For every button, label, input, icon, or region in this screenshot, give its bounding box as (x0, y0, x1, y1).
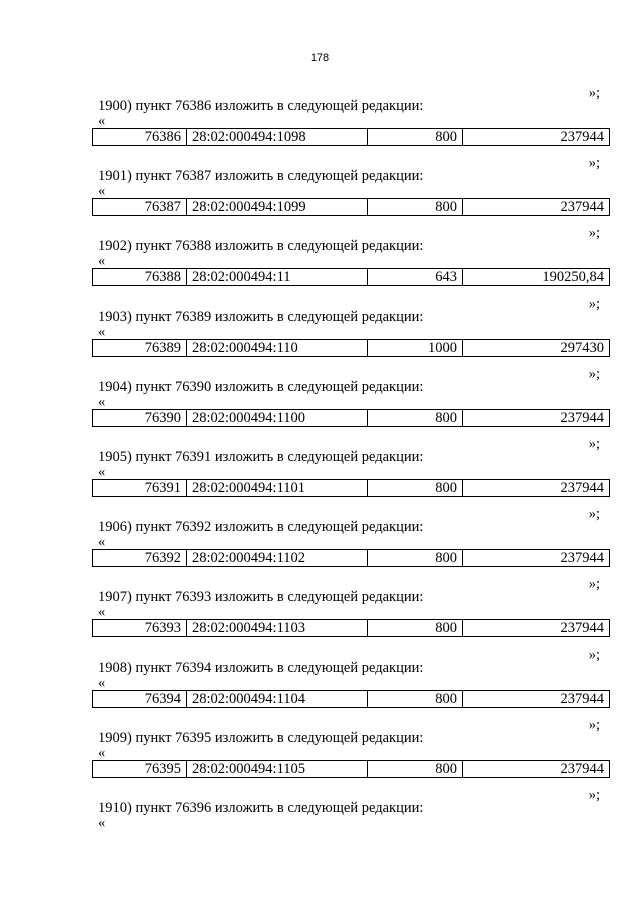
data-table (92, 479, 610, 497)
cadastral-number-cell: 28:02:000494:1104 (187, 690, 368, 707)
open-quote: « (98, 393, 106, 410)
amendment-item (92, 787, 610, 851)
open-quote: « (98, 113, 106, 129)
area-cell: 800 (368, 620, 463, 637)
table-row (93, 199, 610, 216)
amendment-item (92, 85, 610, 157)
open-quote: « (98, 464, 106, 480)
close-quote: »; (588, 85, 600, 101)
item-number-cell: 76390 (93, 409, 187, 426)
area-cell: 800 (368, 409, 463, 426)
cadastral-number-cell: 28:02:000494:1103 (187, 620, 368, 637)
area-cell: 1000 (368, 339, 463, 356)
amendment-item (92, 366, 610, 438)
cost-cell: 237944 (463, 129, 610, 146)
amendment-item (92, 506, 610, 578)
area-cell: 800 (368, 199, 463, 216)
page-number: 178 (310, 52, 330, 64)
table-row (93, 760, 610, 777)
cost-cell: 237944 (463, 409, 610, 426)
amendment-item (92, 576, 610, 648)
table-row (93, 269, 610, 286)
area-cell: 643 (368, 269, 463, 286)
table-row (93, 550, 610, 567)
amendment-item (92, 225, 610, 297)
data-table (92, 760, 610, 778)
amendment-heading: 1901) пункт 76387 изложить в следующей редакции: (98, 168, 424, 185)
table-row (93, 620, 610, 637)
table-row (93, 409, 610, 426)
close-quote: »; (588, 646, 600, 663)
cost-cell: 237944 (463, 199, 610, 216)
close-quote: »; (588, 225, 600, 242)
data-table (92, 690, 610, 708)
data-table (92, 268, 610, 286)
amendment-heading: 1908) пункт 76394 изложить в следующей редакции: (98, 659, 424, 676)
amendment-item (92, 436, 610, 508)
cost-cell: 190250,84 (463, 269, 610, 286)
cadastral-number-cell: 28:02:000494:11 (187, 269, 368, 286)
open-quote: « (98, 674, 106, 691)
amendment-heading: 1904) пункт 76390 изложить в следующей редакции: (98, 378, 424, 395)
open-quote: « (98, 183, 106, 200)
data-table (92, 409, 610, 427)
area-cell: 800 (368, 129, 463, 146)
table-row (93, 339, 610, 356)
data-table (92, 198, 610, 216)
cadastral-number-cell: 28:02:000494:1100 (187, 409, 368, 426)
close-quote: »; (588, 365, 600, 382)
open-quote: « (98, 604, 106, 621)
area-cell: 800 (368, 760, 463, 777)
cost-cell: 237944 (463, 620, 610, 637)
amendment-heading: 1909) пункт 76395 изложить в следующей редакции: (98, 729, 424, 746)
cost-cell: 297430 (463, 339, 610, 356)
amendment-heading: 1905) пункт 76391 изложить в следующей редакции: (98, 449, 424, 465)
area-cell: 800 (368, 480, 463, 497)
open-quote: « (98, 323, 106, 340)
item-number-cell: 76392 (93, 550, 187, 567)
table-row (93, 690, 610, 707)
item-number-cell: 76394 (93, 690, 187, 707)
amendment-heading: 1903) пункт 76389 изложить в следующей редакции: (98, 308, 424, 325)
cost-cell: 237944 (463, 690, 610, 707)
item-number-cell: 76388 (93, 269, 187, 286)
data-table (92, 619, 610, 637)
amendment-heading: 1906) пункт 76392 изложить в следующей редакции: (98, 519, 424, 536)
item-number-cell: 76393 (93, 620, 187, 637)
table-row (93, 480, 610, 497)
data-table (92, 128, 610, 146)
cadastral-number-cell: 28:02:000494:1101 (187, 480, 368, 497)
cadastral-number-cell: 28:02:000494:1102 (187, 550, 368, 567)
cost-cell: 237944 (463, 480, 610, 497)
amendment-heading: 1907) пункт 76393 изложить в следующей редакции: (98, 589, 424, 606)
cadastral-number-cell: 28:02:000494:1105 (187, 760, 368, 777)
area-cell: 800 (368, 550, 463, 567)
open-quote: « (98, 815, 106, 831)
amendment-heading: 1902) пункт 76388 изложить в следующей редакции: (98, 238, 424, 255)
cost-cell: 237944 (463, 550, 610, 567)
close-quote: »; (588, 576, 600, 593)
close-quote: »; (588, 787, 600, 803)
amendment-item (92, 155, 610, 227)
amendment-heading: 1910) пункт 76396 изложить в следующей редакции: (98, 800, 424, 816)
data-table (92, 549, 610, 567)
cadastral-number-cell: 28:02:000494:1099 (187, 199, 368, 216)
open-quote: « (98, 744, 106, 761)
item-number-cell: 76387 (93, 199, 187, 216)
amendment-item (92, 296, 610, 368)
table-row (93, 129, 610, 146)
item-number-cell: 76386 (93, 129, 187, 146)
amendment-heading: 1900) пункт 76386 изложить в следующей редакции: (98, 98, 424, 114)
item-number-cell: 76389 (93, 339, 187, 356)
open-quote: « (98, 534, 106, 551)
close-quote: »; (588, 436, 600, 452)
close-quote: »; (588, 716, 600, 733)
close-quote: »; (588, 155, 600, 172)
amendment-item (92, 647, 610, 719)
close-quote: »; (588, 295, 600, 312)
cost-cell: 237944 (463, 760, 610, 777)
open-quote: « (98, 253, 106, 270)
area-cell: 800 (368, 690, 463, 707)
amendment-item (92, 717, 610, 789)
item-number-cell: 76395 (93, 760, 187, 777)
cadastral-number-cell: 28:02:000494:110 (187, 339, 368, 356)
data-table (92, 339, 610, 357)
item-number-cell: 76391 (93, 480, 187, 497)
close-quote: »; (588, 506, 600, 523)
cadastral-number-cell: 28:02:000494:1098 (187, 129, 368, 146)
